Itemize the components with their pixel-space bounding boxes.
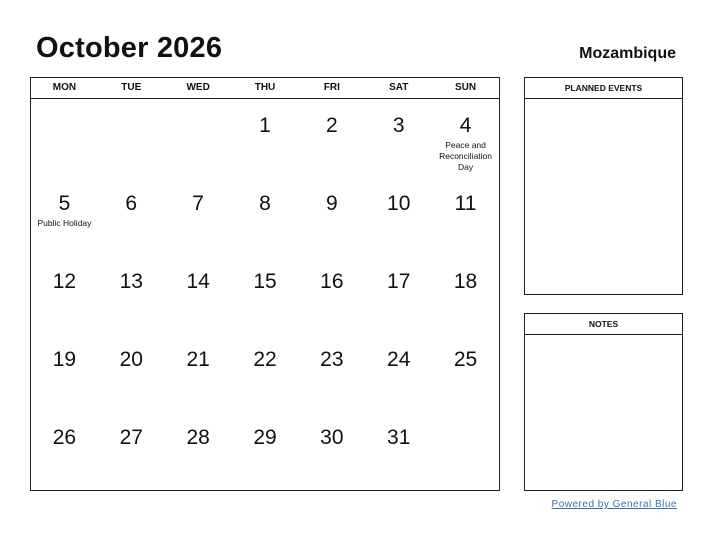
day-cell xyxy=(365,411,432,489)
day-cell xyxy=(98,255,165,333)
day-number: 22 xyxy=(253,348,277,371)
holiday-label: Peace and Reconciliation Day xyxy=(439,140,493,172)
day-grid xyxy=(31,99,499,489)
weekday-header xyxy=(31,78,499,99)
day-cell xyxy=(98,333,165,411)
day-number: 20 xyxy=(119,348,143,371)
day-number: 26 xyxy=(52,426,77,449)
day-number: 31 xyxy=(387,426,411,449)
day-cell xyxy=(365,333,432,411)
day-cell xyxy=(298,177,365,255)
weekday-sun: SUN xyxy=(455,82,477,93)
day-cell xyxy=(432,99,499,177)
day-number: 21 xyxy=(186,348,210,371)
day-number: 16 xyxy=(320,270,344,293)
day-number: 9 xyxy=(326,192,338,215)
day-cell xyxy=(232,411,299,489)
day-cell xyxy=(165,99,232,177)
day-cell xyxy=(432,333,499,411)
day-number: 27 xyxy=(119,426,143,449)
day-number: 2 xyxy=(326,114,338,137)
day-cell xyxy=(98,411,165,489)
day-cell xyxy=(232,333,299,411)
day-number: 1 xyxy=(259,114,271,137)
day-cell xyxy=(31,99,98,177)
notes-panel xyxy=(524,313,683,491)
day-number: 7 xyxy=(192,192,204,215)
day-number: 18 xyxy=(453,270,478,293)
day-cell xyxy=(232,177,299,255)
day-number: 15 xyxy=(253,270,277,293)
day-cell xyxy=(232,255,299,333)
day-cell xyxy=(365,255,432,333)
day-cell xyxy=(165,333,232,411)
day-number: 11 xyxy=(454,192,477,215)
day-cell xyxy=(232,99,299,177)
day-number: 10 xyxy=(387,192,411,215)
day-number: 8 xyxy=(259,192,271,215)
calendar-grid xyxy=(30,77,500,491)
day-cell xyxy=(365,177,432,255)
day-cell xyxy=(31,411,98,489)
weekday-tue: TUE xyxy=(121,82,142,93)
day-number: 6 xyxy=(125,192,138,215)
weekday-fri: FRI xyxy=(323,82,340,93)
holiday-label: Public Holiday xyxy=(37,218,92,228)
day-number: 19 xyxy=(52,348,77,371)
weekday-wed: WED xyxy=(186,82,210,93)
planned-events-heading: PLANNED EVENTS xyxy=(525,78,682,99)
day-cell xyxy=(298,333,365,411)
day-number: 4 xyxy=(459,114,472,137)
day-cell xyxy=(165,255,232,333)
day-number: 24 xyxy=(387,348,411,371)
day-number: 28 xyxy=(186,426,210,449)
weekday-mon: MON xyxy=(52,82,77,93)
day-cell xyxy=(432,411,499,489)
day-number: 23 xyxy=(320,348,344,371)
day-cell xyxy=(31,255,98,333)
weekday-thu: THU xyxy=(254,82,276,93)
day-number: 5 xyxy=(58,192,71,215)
day-cell xyxy=(31,177,98,255)
day-cell xyxy=(298,411,365,489)
day-cell xyxy=(432,177,499,255)
day-number: 13 xyxy=(119,270,143,293)
day-number: 17 xyxy=(387,270,411,293)
day-cell xyxy=(298,99,365,177)
day-number: 3 xyxy=(392,114,405,137)
weekday-sat: SAT xyxy=(389,82,409,93)
page-title: October 2026 xyxy=(36,32,223,64)
day-cell xyxy=(165,177,232,255)
day-number: 29 xyxy=(253,426,277,449)
day-number: 14 xyxy=(186,270,210,293)
notes-heading: NOTES xyxy=(525,314,682,335)
day-cell xyxy=(31,333,98,411)
day-cell xyxy=(98,99,165,177)
day-cell xyxy=(165,411,232,489)
day-cell xyxy=(298,255,365,333)
powered-by-link[interactable]: Powered by General Blue xyxy=(551,499,677,510)
planned-events-panel xyxy=(524,77,683,295)
day-cell xyxy=(365,99,432,177)
country-label: Mozambique xyxy=(579,45,676,62)
day-number: 12 xyxy=(52,270,77,293)
day-cell xyxy=(98,177,165,255)
day-cell xyxy=(432,255,499,333)
day-number: 25 xyxy=(453,348,478,371)
day-number: 30 xyxy=(320,426,344,449)
